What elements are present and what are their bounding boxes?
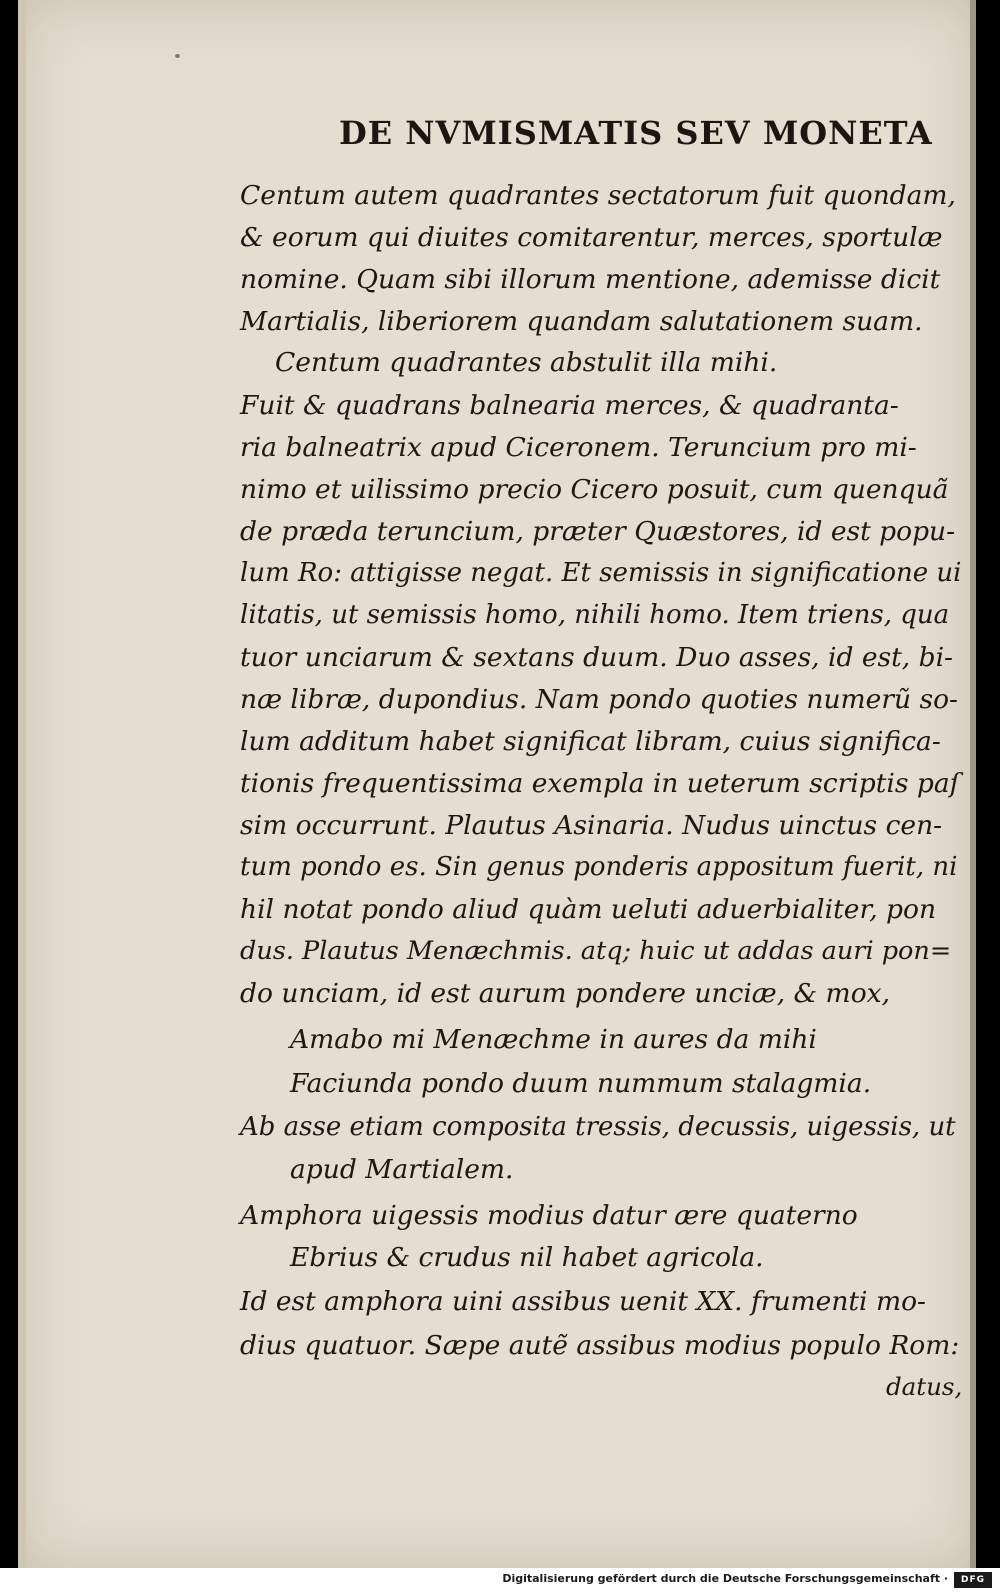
text-line: apud Martialem.	[290, 1154, 514, 1185]
text-line: sim occurrunt. Plautus Asinaria. Nudus uinctus cen-	[240, 810, 943, 841]
text-line: Faciunda pondo duum nummum stalagmia.	[290, 1068, 872, 1099]
text-line: Id est amphora uini assibus uenit XX. frumenti mo-	[240, 1286, 926, 1317]
text-line: ria balneatrix apud Ciceronem. Teruncium pro mi-	[240, 432, 917, 463]
text-line: tum pondo es. Sin genus ponderis appositum fuerit, ni	[240, 852, 958, 882]
text-line: tionis frequentissima exempla in ueterum scriptis paſ	[240, 768, 960, 799]
text-line: tuor unciarum & sextans duum. Duo asses, id est, bi-	[240, 642, 954, 673]
text-line: Ab asse etiam composita tressis, decussis, uigessis, ut	[240, 1112, 956, 1142]
text-line: næ libræ, dupondius. Nam pondo quoties numerũ so-	[240, 684, 958, 715]
text-line: litatis, ut semissis homo, nihili homo. Item triens, qua	[240, 600, 950, 630]
footer-bar	[0, 1568, 1000, 1592]
page-gutter-edge	[18, 0, 26, 1568]
funding-credit: Digitalisierung gefördert durch die Deutsche Forschungsgemeinschaft ·	[502, 1572, 948, 1585]
text-line: Martialis, liberiorem quandam salutationem suam.	[240, 306, 923, 337]
text-line: lum additum habet significat libram, cuius significa-	[240, 726, 941, 757]
text-line: Ebrius & crudus nil habet agricola.	[290, 1242, 764, 1273]
text-line: do unciam, id est aurum pondere unciæ, & mox,	[240, 978, 891, 1009]
book-page	[18, 0, 976, 1568]
running-head: DE NVMISMATIS SEV MONETA	[339, 114, 933, 152]
text-line: Fuit & quadrans balnearia merces, & quadranta-	[240, 390, 899, 421]
text-line: Centum autem quadrantes sectatorum fuit quondam,	[240, 180, 956, 211]
text-line: nomine. Quam sibi illorum mentione, ademisse dicit	[240, 264, 941, 295]
text-line: hil notat pondo aliud quàm ueluti aduerbialiter, pon	[240, 894, 937, 925]
page-outer-edge	[970, 0, 976, 1568]
paper-spot	[175, 54, 180, 58]
text-line: datus,	[886, 1372, 963, 1401]
dfg-logo-icon: DFG	[954, 1572, 992, 1588]
text-line: dius quatuor. Sæpe autẽ assibus modius populo Rom:	[240, 1330, 960, 1361]
text-line: lum Ro: attigisse negat. Et semissis in significatione ui	[240, 558, 962, 588]
text-line: Amabo mi Menæchme in aures da mihi	[290, 1024, 817, 1055]
text-line: dus. Plautus Menæchmis. atq; huic ut addas auri pon=	[240, 936, 952, 966]
text-line: de præda teruncium, præter Quæstores, id est popu-	[240, 516, 956, 547]
text-line: Centum quadrantes abstulit illa mihi.	[275, 347, 778, 378]
text-line: & eorum qui diuites comitarentur, merces, sportulæ	[240, 222, 943, 253]
text-line: Amphora uigessis modius datur ære quaterno	[240, 1200, 858, 1231]
text-line: nimo et uilissimo precio Cicero posuit, cum quenquã	[240, 474, 949, 505]
